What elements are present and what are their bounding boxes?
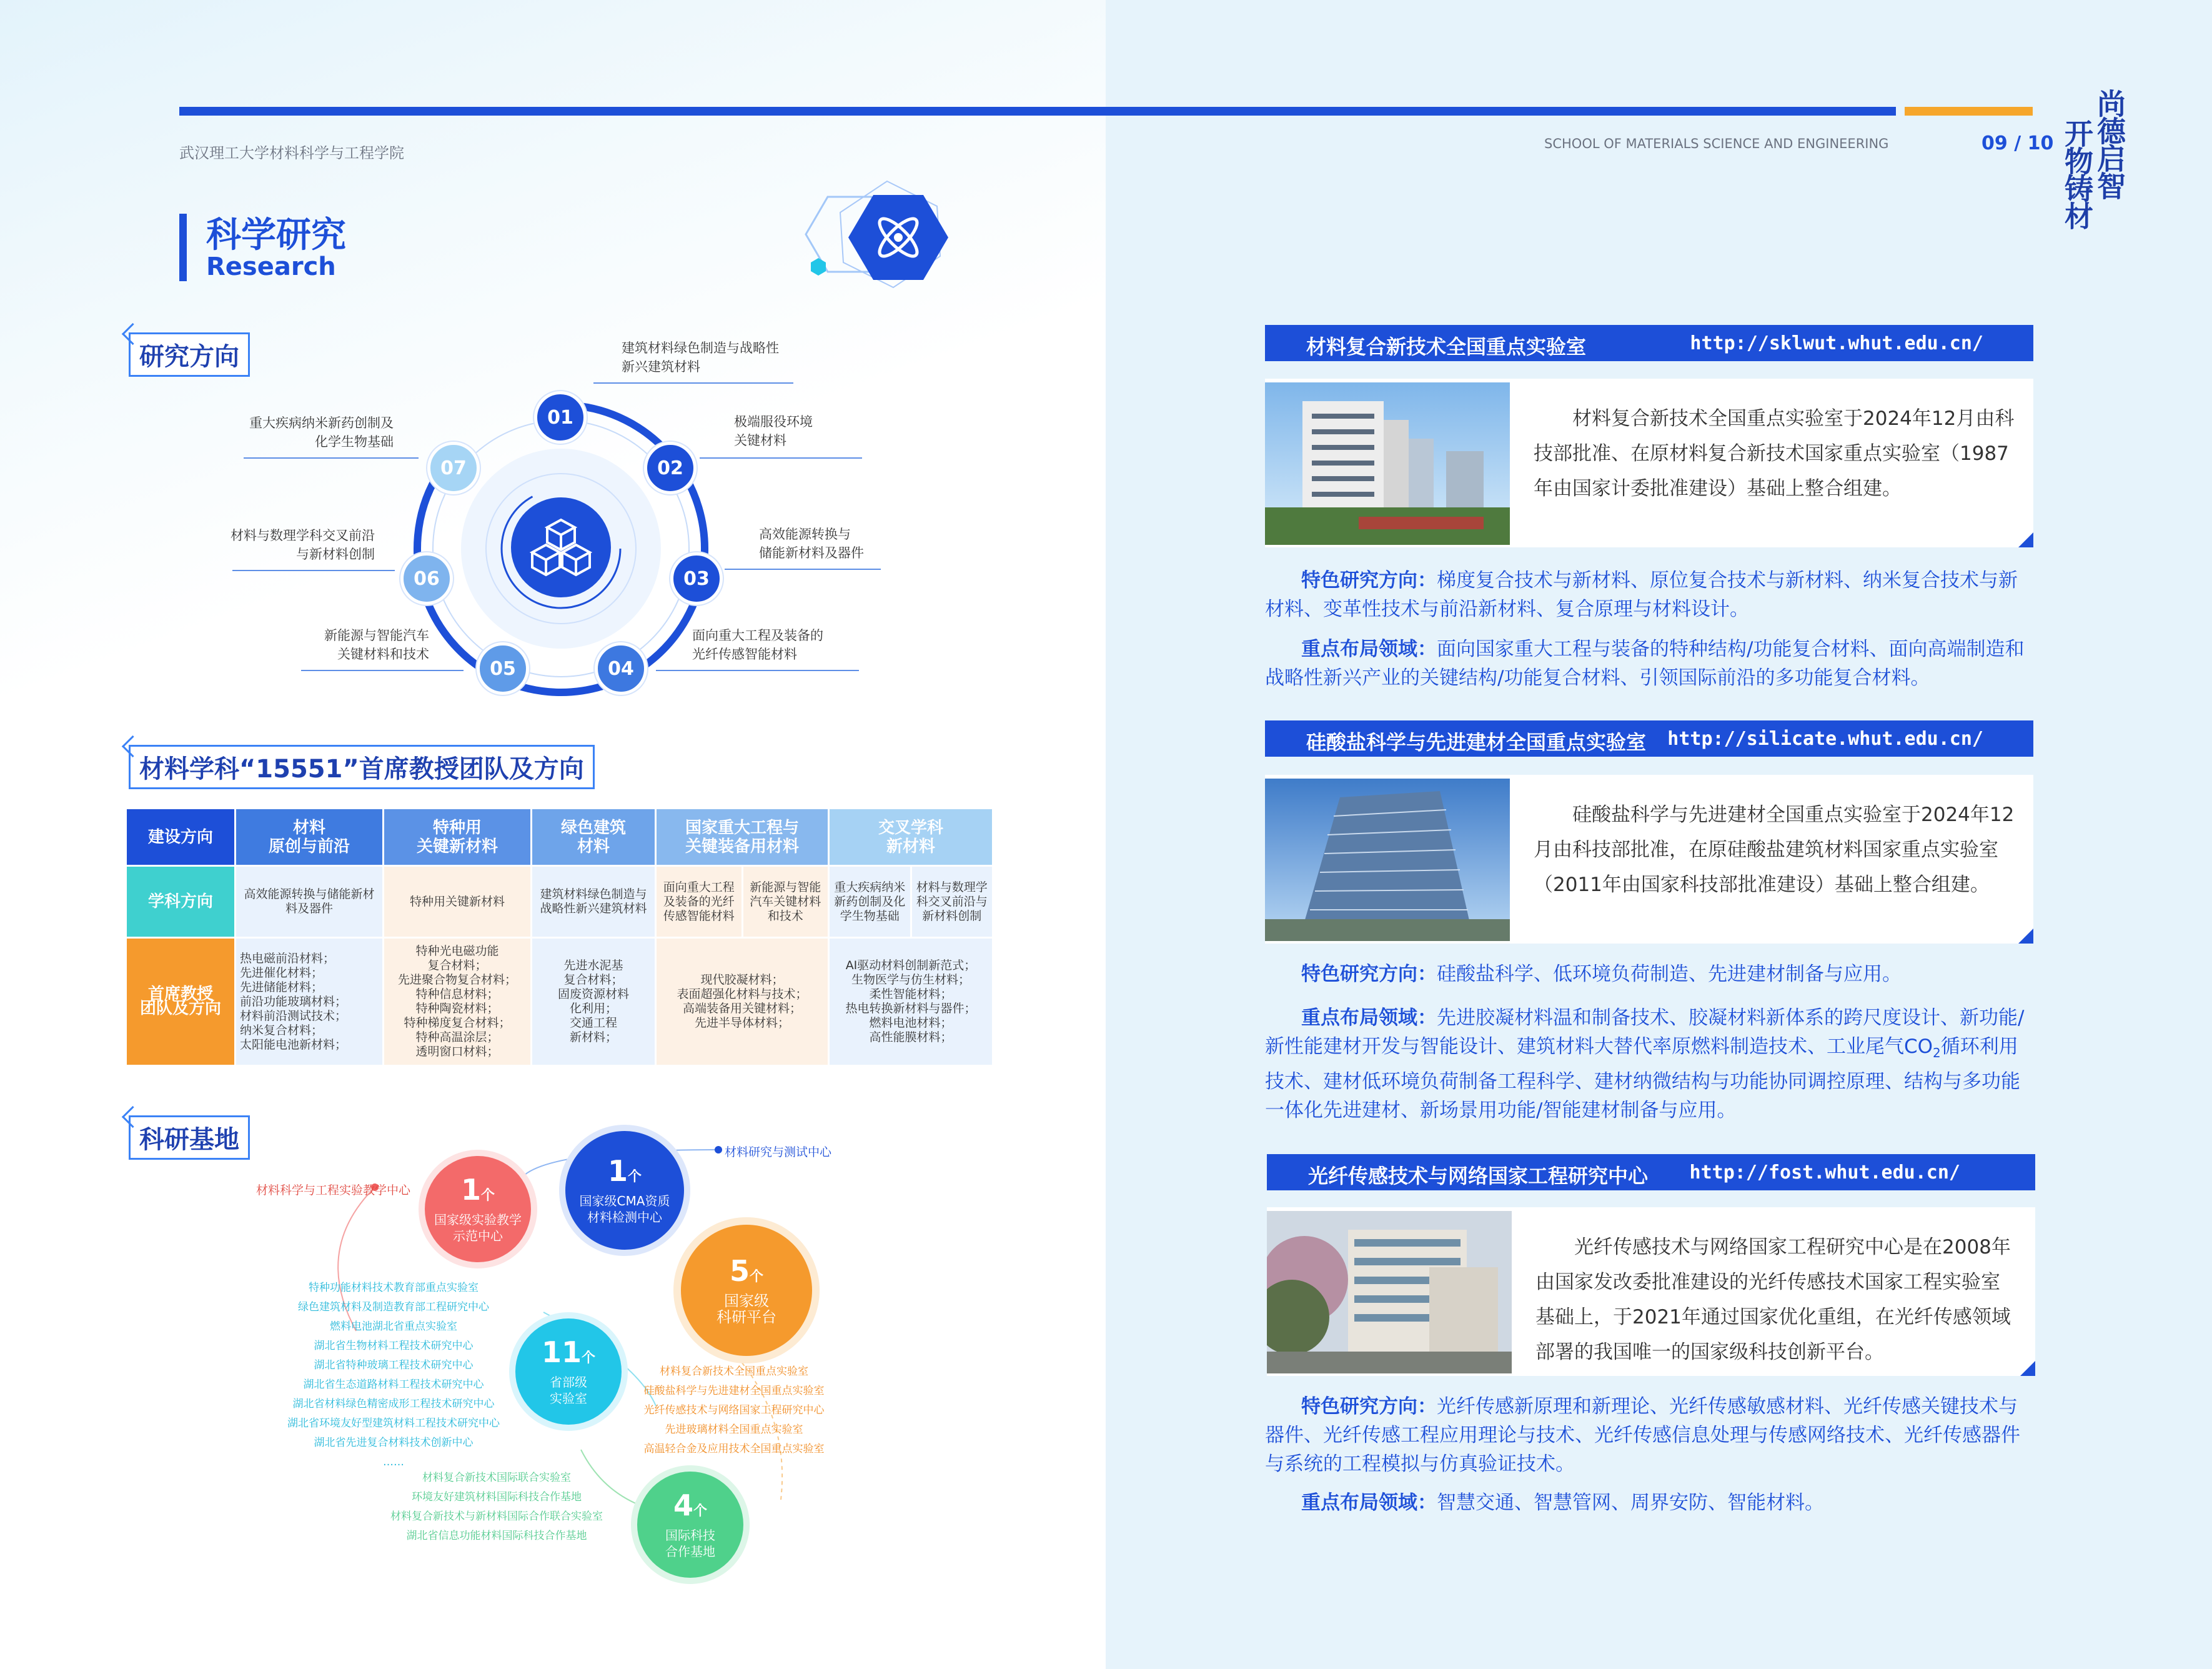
lab-1-photo xyxy=(1265,382,1510,545)
lab-3-focus: 重点布局领域：智慧交通、智慧管网、周界安防、智能材料。 xyxy=(1301,1492,1824,1514)
ring-label-01: 建筑材料绿色制造与战略性 新兴建筑材料 xyxy=(622,341,779,374)
lab-3-url[interactable]: http://fost.whut.edu.cn/ xyxy=(1689,1162,1960,1183)
bubble-international: 4个 国际科技 合作基地 xyxy=(637,1472,743,1578)
lab-3-feature: 特色研究方向：光纤传感新原理和新理论、光纤传感敏感材料、光纤传感关键技术与器件、光纤传感工程应用理论与技术、光纤传感信息处理与传感网络技术、光纤传感器件与系统的工程模拟与仿真验证技术。 xyxy=(1265,1395,2020,1475)
ring-label-03: 高效能源转换与 储能新材料及器件 xyxy=(759,527,864,560)
cell: 重大疾病纳米新药创制及化学生物基础 xyxy=(829,866,911,938)
lab-1-intro xyxy=(1265,379,2033,547)
cell: 面向重大工程及装备的光纤传感智能材料 xyxy=(656,866,743,938)
ring-item-05: 05 xyxy=(477,642,529,695)
lab-1-title-bar xyxy=(1265,325,2033,361)
lab-3-intro xyxy=(1267,1207,2035,1376)
cell: 先进水泥基 复合材料； 固废资源材料 化利用； 交通工程 新材料； xyxy=(532,938,656,1066)
atom-icon xyxy=(781,169,962,300)
bubble-national: 5个 国家级 科研平台 xyxy=(681,1225,812,1356)
header-rule-accent xyxy=(1905,107,2033,116)
ring-label-04: 面向重大工程及装备的 光纤传感智能材料 xyxy=(692,628,823,662)
lab-2-url[interactable]: http://silicate.whut.edu.cn/ xyxy=(1667,728,1983,750)
tag-testing-center: 材料研究与测试中心 xyxy=(725,1145,832,1159)
col-header-2: 特种用 关键新材料 xyxy=(384,809,532,866)
ring-line-05 xyxy=(301,670,464,671)
cell: 高效能源转换与储能新材料及器件 xyxy=(236,866,384,938)
page-title-en: Research xyxy=(206,252,336,281)
row-header-discipline: 学科方向 xyxy=(126,866,236,938)
list-national: 材料复合新技术全国重点实验室 硅酸盐科学与先进建材全国重点实验室 光纤传感技术与网络国家工程研究中心 先进玻璃材料全国重点实验室 高温轻合金及应用技术全国重点实验室 xyxy=(643,1365,825,1455)
lab-1-name: 材料复合新技术全国重点实验室 xyxy=(1306,335,1587,359)
cubes-icon xyxy=(510,496,612,599)
ring-item-07: 07 xyxy=(427,442,480,494)
school-name-en: SCHOOL OF MATERIALS SCIENCE AND ENGINEERING xyxy=(1544,136,1889,151)
corner-marker xyxy=(2018,929,2033,944)
ring-line-06 xyxy=(232,570,395,571)
ring-label-02: 极端服役环境 关键材料 xyxy=(734,414,813,448)
lab-2-desc: 硅酸盐科学与先进建材全国重点实验室于2024年12月由科技部批准，在原硅酸盐建筑材料国家重点实验室（2011年由国家科技部批准建设）基础上整合组建。 xyxy=(1534,804,2015,896)
lab-2-feature: 特色研究方向：硅酸盐科学、低环境负荷制造、先进建材制备与应用。 xyxy=(1301,963,1902,985)
corner-marker xyxy=(2020,1361,2035,1376)
title-accent-bar xyxy=(179,214,187,281)
page-title-cn: 科学研究 xyxy=(206,215,346,256)
research-directions-label: 研究方向 xyxy=(129,332,250,377)
ring-label-07: 重大疾病纳米新药创制及 化学生物基础 xyxy=(249,416,394,449)
lab-3-desc: 光纤传感技术与网络国家工程研究中心是在2008年由国家发改委批准建设的光纤传感技术国家工程实验室基础上，于2021年通过国家优化重组，在光纤传感领域部署的我国唯一的国家级科技创新平台。 xyxy=(1535,1236,2011,1363)
ring-label-06: 材料与数理学科交叉前沿 与新材料创制 xyxy=(231,528,375,562)
motto-column-1: 尚德启智 xyxy=(2093,89,2126,199)
ring-line-07 xyxy=(244,457,419,459)
lab-1-url[interactable]: http://sklwut.whut.edu.cn/ xyxy=(1690,332,1983,354)
col-header-4: 国家重大工程与 关键装备用材料 xyxy=(656,809,829,866)
ring-item-03: 03 xyxy=(670,552,723,605)
ring-item-06: 06 xyxy=(400,552,453,605)
list-international: 材料复合新技术国际联合实验室 环境友好建筑材料国际科技合作基地 材料复合新技术与新材料国际合作联合实验室 湖北省信息功能材料国际科技合作基地 xyxy=(390,1472,603,1542)
cell: 建筑材料绿色制造与战略性新兴建筑材料 xyxy=(532,866,656,938)
ring-line-04 xyxy=(656,670,859,671)
lab-1-desc: 材料复合新技术全国重点实验室于2024年12月由科技部批准、在原材料复合新技术国家重点实验室（1987年由国家计委批准建设）基础上整合组建。 xyxy=(1534,407,2015,500)
lab-3-photo xyxy=(1267,1211,1512,1373)
cell: 特种用关键新材料 xyxy=(384,866,532,938)
lab-2-title-bar xyxy=(1265,720,2033,757)
team-table xyxy=(125,807,994,1067)
ring-item-02: 02 xyxy=(644,442,697,494)
lab-3-title-bar xyxy=(1267,1154,2035,1190)
tag-teaching-center: 材料科学与工程实验教学中心 xyxy=(256,1183,411,1197)
ring-item-04: 04 xyxy=(595,642,647,695)
header-rule xyxy=(179,107,1896,116)
col-header-1: 材料 原创与前沿 xyxy=(236,809,384,866)
list-provincial: 特种功能材料技术教育部重点实验室 绿色建筑材料及制造教育部工程研究中心 燃料电池湖北省重点实验室 湖北省生物材料工程技术研究中心 湖北省特种玻璃工程技术研究中心 湖北省生态道路材料工程技术研究中心 湖北省材料绿色精密成形工程技术研究中心 湖北省环境友好型建筑材料工程技术研究中心 湖北省先进复合材料技术创新中心 …… xyxy=(287,1282,500,1468)
cell: 材料与数理学科交叉前沿与新材料创制 xyxy=(911,866,993,938)
lab-2-intro xyxy=(1265,775,2033,944)
lab-1-feature: 特色研究方向：梯度复合技术与新材料、原位复合技术与新材料、纳米复合技术与新材料、变革性技术与前沿新材料、复合原理与材料设计。 xyxy=(1265,569,2018,620)
cell: 新能源与智能汽车关键材料和技术 xyxy=(742,866,829,938)
cell: 热电磁前沿材料； 先进催化材料； 先进储能材料； 前沿功能玻璃材料； 材料前沿测试技术； 纳米复合材料； 太阳能电池新材料； xyxy=(236,938,384,1066)
corner-marker xyxy=(2018,532,2033,547)
cell: 特种光电磁功能 复合材料； 先进聚合物复合材料； 特种信息材料； 特种陶瓷材料； 特种梯度复合材料； 特种高温涂层； 透明窗口材料； xyxy=(384,938,532,1066)
lab-3-name: 光纤传感技术与网络国家工程研究中心 xyxy=(1308,1164,1649,1188)
bubble-provincial: 11个 省部级 实验室 xyxy=(515,1318,622,1425)
ring-line-02 xyxy=(700,457,862,459)
bubble-teaching: 1个 国家级实验教学 示范中心 xyxy=(425,1156,531,1262)
bases-label: 科研基地 xyxy=(129,1115,250,1160)
bubble-cma: 1个 国家级CMA资质 材料检测中心 xyxy=(565,1131,684,1250)
col-header-3: 绿色建筑 材料 xyxy=(532,809,656,866)
col-header-5: 交叉学科 新材料 xyxy=(829,809,993,866)
team-label: 材料学科“15551”首席教授团队及方向 xyxy=(129,745,595,789)
ring-line-01 xyxy=(593,382,793,384)
ring-item-01: 01 xyxy=(534,391,587,444)
cell: 现代胶凝材料； 表面超强化材料与技术； 高端装备用关键材料； 先进半导体材料； xyxy=(656,938,829,1066)
lab-2-focus: 重点布局领域：先进胶凝材料温和制备技术、胶凝材料新体系的跨尺度设计、新功能/新性能建材开发与智能设计、建筑材料大替代率原燃料制造技术、工业尾气$CO_2$循环利用技术、建材低环境负荷制备工程科学、建材纳微结构与功能协同调控原理、结构与多功能一体化先进建材、新场景用功能/智能建材制备与应用。 xyxy=(1265,1007,2025,1122)
ring-line-03 xyxy=(725,569,881,570)
lab-1-focus: 重点布局领域：面向国家重大工程与装备的特种结构/功能复合材料、面向高端制造和战略性新兴产业的关键结构/功能复合材料、引领国际前沿的多功能复合材料。 xyxy=(1265,638,2025,689)
lab-2-photo xyxy=(1265,779,1510,941)
col-header-direction: 建设方向 xyxy=(126,809,236,866)
motto-column-2: 开物铸材 xyxy=(2060,119,2094,229)
ring-label-05: 新能源与智能汽车 关键材料和技术 xyxy=(324,628,429,662)
page-number: 09 / 10 xyxy=(1981,132,2054,154)
row-header-team: 首席教授 团队及方向 xyxy=(126,938,236,1066)
school-name-cn: 武汉理工大学材料科学与工程学院 xyxy=(179,144,404,162)
cell: AI驱动材料创制新范式； 生物医学与仿生材料； 柔性智能材料； 热电转换新材料与器件； 燃料电池材料； 高性能膜材料； xyxy=(829,938,993,1066)
lab-2-name: 硅酸盐科学与先进建材全国重点实验室 xyxy=(1306,730,1647,754)
